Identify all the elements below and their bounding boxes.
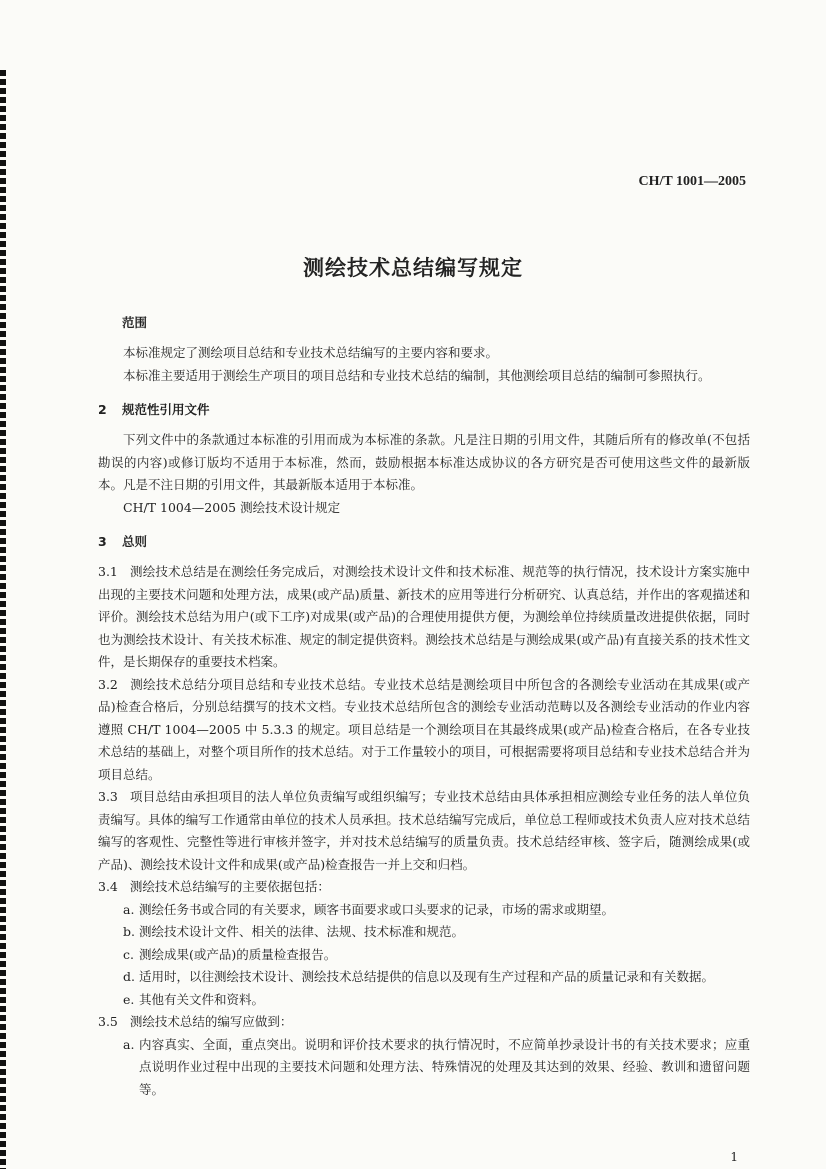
document-body: [98, 314, 750, 1101]
list-item: [98, 989, 750, 1012]
item-text: 内容真实、全面，重点突出。说明和评价技术要求的执行情况时，不应简单抄录设计书的有关技术要求；应重点说明作业过程中出现的主要技术问题和处理方法、特殊情况的处理及其达到的效果、经验、教训和遗留问题等。: [139, 1036, 750, 1097]
clause-number: 3.2: [98, 676, 118, 692]
clause-number: 3.4: [98, 879, 118, 894]
document-title: 测绘技术总结编写规定: [303, 256, 523, 280]
scan-edge-artifact: [0, 70, 6, 1169]
clause-text: 项目总结由承担项目的法人单位负责编写或组织编写；专业技术总结由具体承担相应测绘专业任务的法人单位负责编写。具体的编写工作通常由单位的技术人员承担。技术总结编写完成后，单位总工程师或技术负责人应对技术总结编写的客观性、完整性等进行审核并签字，并对技术总结编写的质量负责。技术总结经审核、签字后，随测绘成果(或产品)、测绘技术设计文件和成果(或产品)检查报告一并上交和归档。: [98, 789, 750, 872]
list-item: [98, 921, 750, 944]
clause-3-1: [98, 561, 750, 674]
item-text: 测绘技术设计文件、相关的法律、法规、技术标准和规范。: [139, 924, 465, 939]
paragraph: 本标准规定了测绘项目总结和专业技术总结编写的主要内容和要求。: [123, 345, 499, 360]
clause-3-4: [98, 876, 750, 899]
section-number: 3: [98, 534, 107, 549]
list-item: [98, 944, 750, 967]
item-letter: d.: [123, 969, 135, 984]
standard-code: CH/T 1001—2005: [638, 174, 746, 189]
normative-reference: CH/T 1004—2005 测绘技术设计规定: [123, 499, 341, 515]
item-letter: b.: [123, 924, 135, 939]
clause-text: 测绘技术总结是在测绘任务完成后，对测绘技术设计文件和技术标准、规范等的执行情况，技术设计方案实施中出现的主要技术问题和处理方法，成果(或产品)质量、新技术的应用等进行分析研究、认真总结，并作出的客观描述和评价。测绘技术总结为用户(或下工序)对成果(或产品)的合理使用提供方便，为测绘单位持续质量改进提供依据，同时也为测绘技术设计、有关技术标准、规定的制定提供资料。测绘技术总结是与测绘成果(或产品)有直接关系的技术性文件，是长期保存的重要技术档案。: [98, 564, 750, 669]
clause-number: 3.5: [98, 1014, 118, 1029]
clause-text: 测绘技术总结分项目总结和专业技术总结。专业技术总结是测绘项目中所包含的各测绘专业活动在其成果(或产品)检查合格后，分别总结撰写的技术文档。专业技术总结所包含的测绘专业活动范畴以及各测绘专业活动的作业内容遵照 CH/T 1004—2005 中 5.3.3 的规定。项目总结是一个测绘项目在其最终成果(或产品)检查合格后，在各专业技术总结的基础上，对整个项目所作的技术总结。对于工作量较小的项目，可根据需要将项目总结和专业技术总结合并为项目总结。: [98, 676, 750, 782]
section-number: 2: [98, 402, 107, 417]
clause-3-5: [98, 1011, 750, 1034]
item-text: 测绘成果(或产品)的质量检查报告。: [139, 946, 337, 962]
clause-text: 测绘技术总结编写的主要依据包括：: [129, 879, 330, 894]
clause-3-2: [98, 674, 750, 787]
item-text: 测绘任务书或合同的有关要求，顾客书面要求或口头要求的记录，市场的需求或期望。: [139, 901, 615, 917]
item-text: 其他有关文件和资料。: [139, 991, 265, 1007]
section-title: 总则: [122, 534, 148, 549]
section-1-heading: [98, 314, 750, 332]
clause-text: 测绘技术总结的编写应做到：: [129, 1014, 293, 1029]
paragraph: 下列文件中的条款通过本标准的引用而成为本标准的条款。凡是注日期的引用文件，其随后所有的修改单(不包括勘误的内容)或修订版均不适用于本标准，然而，鼓励根据本标准达成协议的各方研究是否可使用这些文件的最新版本。凡是不注日期的引用文件，其最新版本适用于本标准。: [98, 432, 750, 492]
clause-3-3: [98, 786, 750, 876]
paragraph: 本标准主要适用于测绘生产项目的项目总结和专业技术总结的编制，其他测绘项目总结的编制可参照执行。: [123, 367, 711, 383]
section-2-heading: [98, 401, 750, 419]
section-title: 范围: [122, 315, 148, 330]
clause-number: 3.3: [98, 789, 118, 804]
item-letter: a.: [123, 901, 135, 917]
section-number: [98, 314, 108, 332]
list-item: [98, 899, 750, 922]
section-title: 规范性引用文件: [122, 402, 210, 417]
page-number: 1: [730, 1150, 738, 1164]
clause-number: 3.1: [98, 564, 118, 579]
item-letter: a.: [123, 1036, 135, 1052]
list-item: [98, 966, 750, 989]
item-letter: c.: [123, 946, 134, 962]
list-item: [98, 1034, 750, 1102]
item-text: 适用时，以往测绘技术设计、测绘技术总结提供的信息以及现有生产过程和产品的质量记录和有关数据。: [139, 969, 715, 984]
item-letter: e.: [123, 991, 135, 1007]
section-3-heading: [98, 533, 750, 551]
